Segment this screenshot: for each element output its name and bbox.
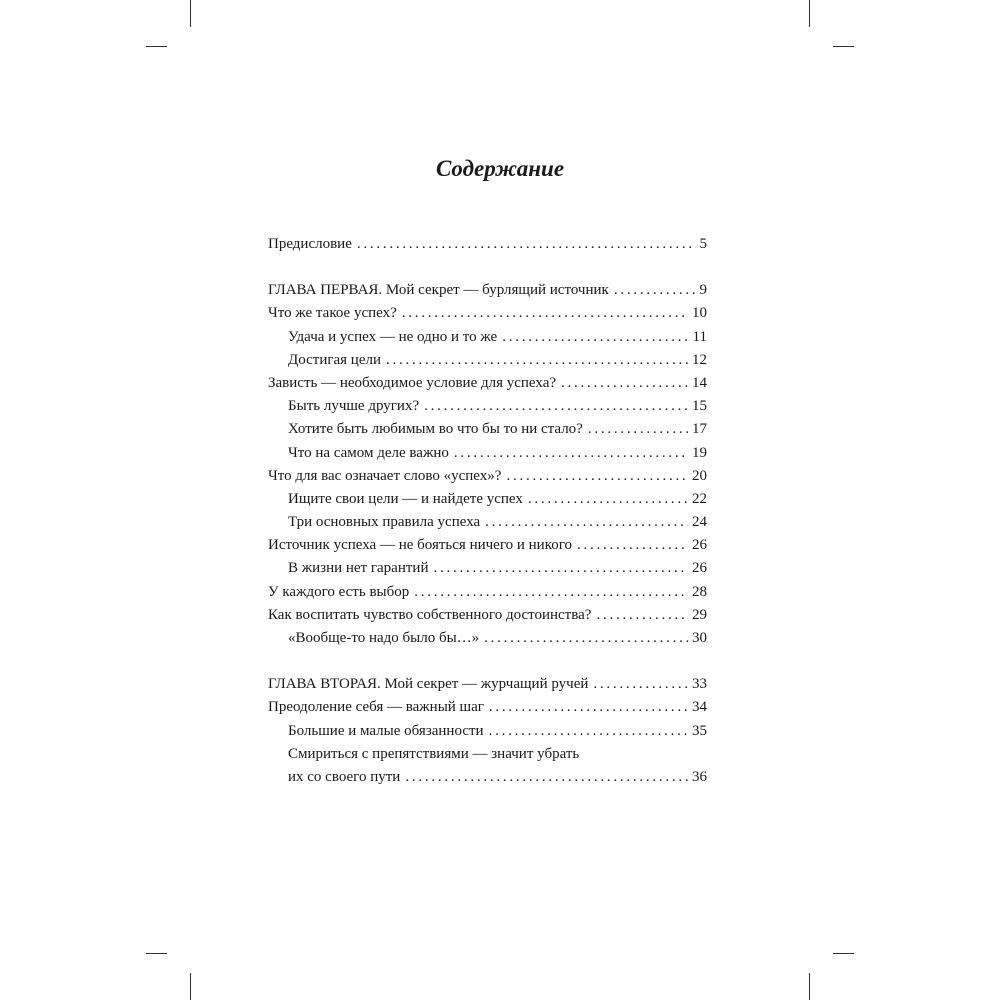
crop-mark <box>190 0 191 27</box>
toc-entry-page: 26 <box>692 560 707 577</box>
crop-mark <box>833 953 854 954</box>
toc-entry-title: Зависть — необходимое условие для успеха? <box>268 374 557 391</box>
crop-mark <box>146 46 167 47</box>
toc-entry-page: 11 <box>692 328 707 345</box>
dot-leader <box>528 488 688 511</box>
toc-entry-page: 10 <box>692 305 707 322</box>
toc-entry-page: 34 <box>692 699 707 716</box>
page-title: Содержание <box>435 156 565 181</box>
toc-entry-title: Ищите свои цели — и найдете успех <box>288 490 523 507</box>
dot-leader <box>489 696 688 719</box>
toc-subentry-line1[interactable] <box>268 743 707 766</box>
dot-leader <box>402 302 688 325</box>
toc-entry-page: 26 <box>692 537 707 554</box>
dot-leader <box>588 418 688 441</box>
toc-entry-page: 22 <box>692 490 707 507</box>
dot-leader <box>484 627 688 650</box>
toc-entry-title: Три основных правила успеха <box>288 514 481 531</box>
dot-leader <box>502 326 688 349</box>
toc-entry-page: 9 <box>699 282 707 299</box>
toc-entry-title: ГЛАВА ВТОРАЯ. Мой секрет — журчащий ручей <box>268 676 589 693</box>
dot-leader <box>506 465 688 488</box>
dot-leader <box>433 557 688 580</box>
toc-entry-page: 5 <box>699 236 707 252</box>
toc-entry-page: 12 <box>692 351 707 368</box>
toc-chapter[interactable] <box>268 673 707 696</box>
dot-leader <box>485 511 688 534</box>
toc-entry-title: Что же такое успех? <box>268 305 397 322</box>
toc-subentry[interactable] <box>268 488 707 511</box>
toc-entry[interactable] <box>268 604 707 627</box>
toc-entry[interactable] <box>268 233 707 256</box>
toc-entry-title: Быть лучше других? <box>288 398 420 415</box>
toc-subentry[interactable] <box>268 627 707 650</box>
toc-entry-title: Как воспитать чувство собственного достоинства? <box>268 606 592 623</box>
dot-leader <box>405 766 688 789</box>
toc-entry-title: их со своего пути <box>288 768 401 785</box>
dot-leader <box>614 279 696 302</box>
toc-entry-title: В жизни нет гарантий <box>288 560 429 577</box>
crop-mark <box>833 46 854 47</box>
dot-leader <box>561 372 688 395</box>
crop-mark <box>146 953 167 954</box>
toc-chapter[interactable] <box>268 279 707 302</box>
toc-entry-page: 14 <box>692 374 707 391</box>
toc-entry-page: 28 <box>692 583 707 600</box>
toc-entry-title: Хотите быть любимым во что бы то ни стало? <box>288 421 583 438</box>
toc-entry-title: ГЛАВА ПЕРВАЯ. Мой секрет — бурлящий источник <box>268 282 609 299</box>
dot-leader <box>596 604 688 627</box>
toc-subentry[interactable] <box>268 418 707 441</box>
dot-leader <box>357 233 696 256</box>
toc-entry-title: Преодоление себя — важный шаг <box>268 699 484 716</box>
toc-subentry[interactable] <box>268 326 707 349</box>
dot-leader <box>593 673 688 696</box>
toc-entry-title: Большие и малые обязанности <box>288 722 484 739</box>
toc-entry-page: 15 <box>692 398 707 415</box>
toc-entry[interactable] <box>268 302 707 325</box>
toc-entry-page: 17 <box>692 421 707 438</box>
toc-entry[interactable] <box>268 372 707 395</box>
toc-subentry-line2[interactable] <box>268 766 707 789</box>
toc-subentry[interactable] <box>268 442 707 465</box>
toc-entry-title: У каждого есть выбор <box>268 583 410 600</box>
toc-subentry[interactable] <box>268 720 707 743</box>
dot-leader <box>424 395 688 418</box>
toc-entry-title: Смириться с препятствиями — значит убрать <box>288 745 580 762</box>
toc-entry[interactable] <box>268 581 707 604</box>
toc-entry-page: 35 <box>692 722 707 739</box>
toc-entry[interactable] <box>268 534 707 557</box>
toc-entry-title: Достигая цели <box>288 351 382 368</box>
toc-subentry[interactable] <box>268 511 707 534</box>
toc-entry-page: 33 <box>692 676 707 693</box>
dot-leader <box>454 442 688 465</box>
toc-entry-page: 29 <box>692 606 707 623</box>
crop-mark <box>809 0 810 27</box>
dot-leader <box>577 534 688 557</box>
toc-subentry[interactable] <box>268 395 707 418</box>
toc-entry-title: Что на самом деле важно <box>288 444 449 461</box>
toc-entry-page: 20 <box>692 467 707 484</box>
toc-subentry[interactable] <box>268 349 707 372</box>
toc-entry[interactable] <box>268 465 707 488</box>
toc-entry-title: Предисловие <box>268 236 352 252</box>
dot-leader <box>414 581 688 604</box>
toc-entry[interactable] <box>268 696 707 719</box>
toc-entry-title: Что для вас означает слово «успех»? <box>268 467 502 484</box>
toc-entry-title: Удача и успех — не одно и то же <box>288 328 498 345</box>
toc-entry-page: 24 <box>692 514 707 531</box>
toc-entry-page: 19 <box>692 444 707 461</box>
crop-mark <box>809 973 810 1000</box>
crop-mark <box>190 973 191 1000</box>
table-of-contents <box>268 233 707 789</box>
dot-leader <box>386 349 688 372</box>
toc-subentry[interactable] <box>268 557 707 580</box>
toc-entry-page: 36 <box>692 768 707 785</box>
toc-entry-title: Источник успеха — не бояться ничего и никого <box>268 537 573 554</box>
toc-entry-page: 30 <box>692 630 707 646</box>
toc-entry-title: «Вообще-то надо было бы…» <box>288 630 480 646</box>
dot-leader <box>489 720 688 743</box>
